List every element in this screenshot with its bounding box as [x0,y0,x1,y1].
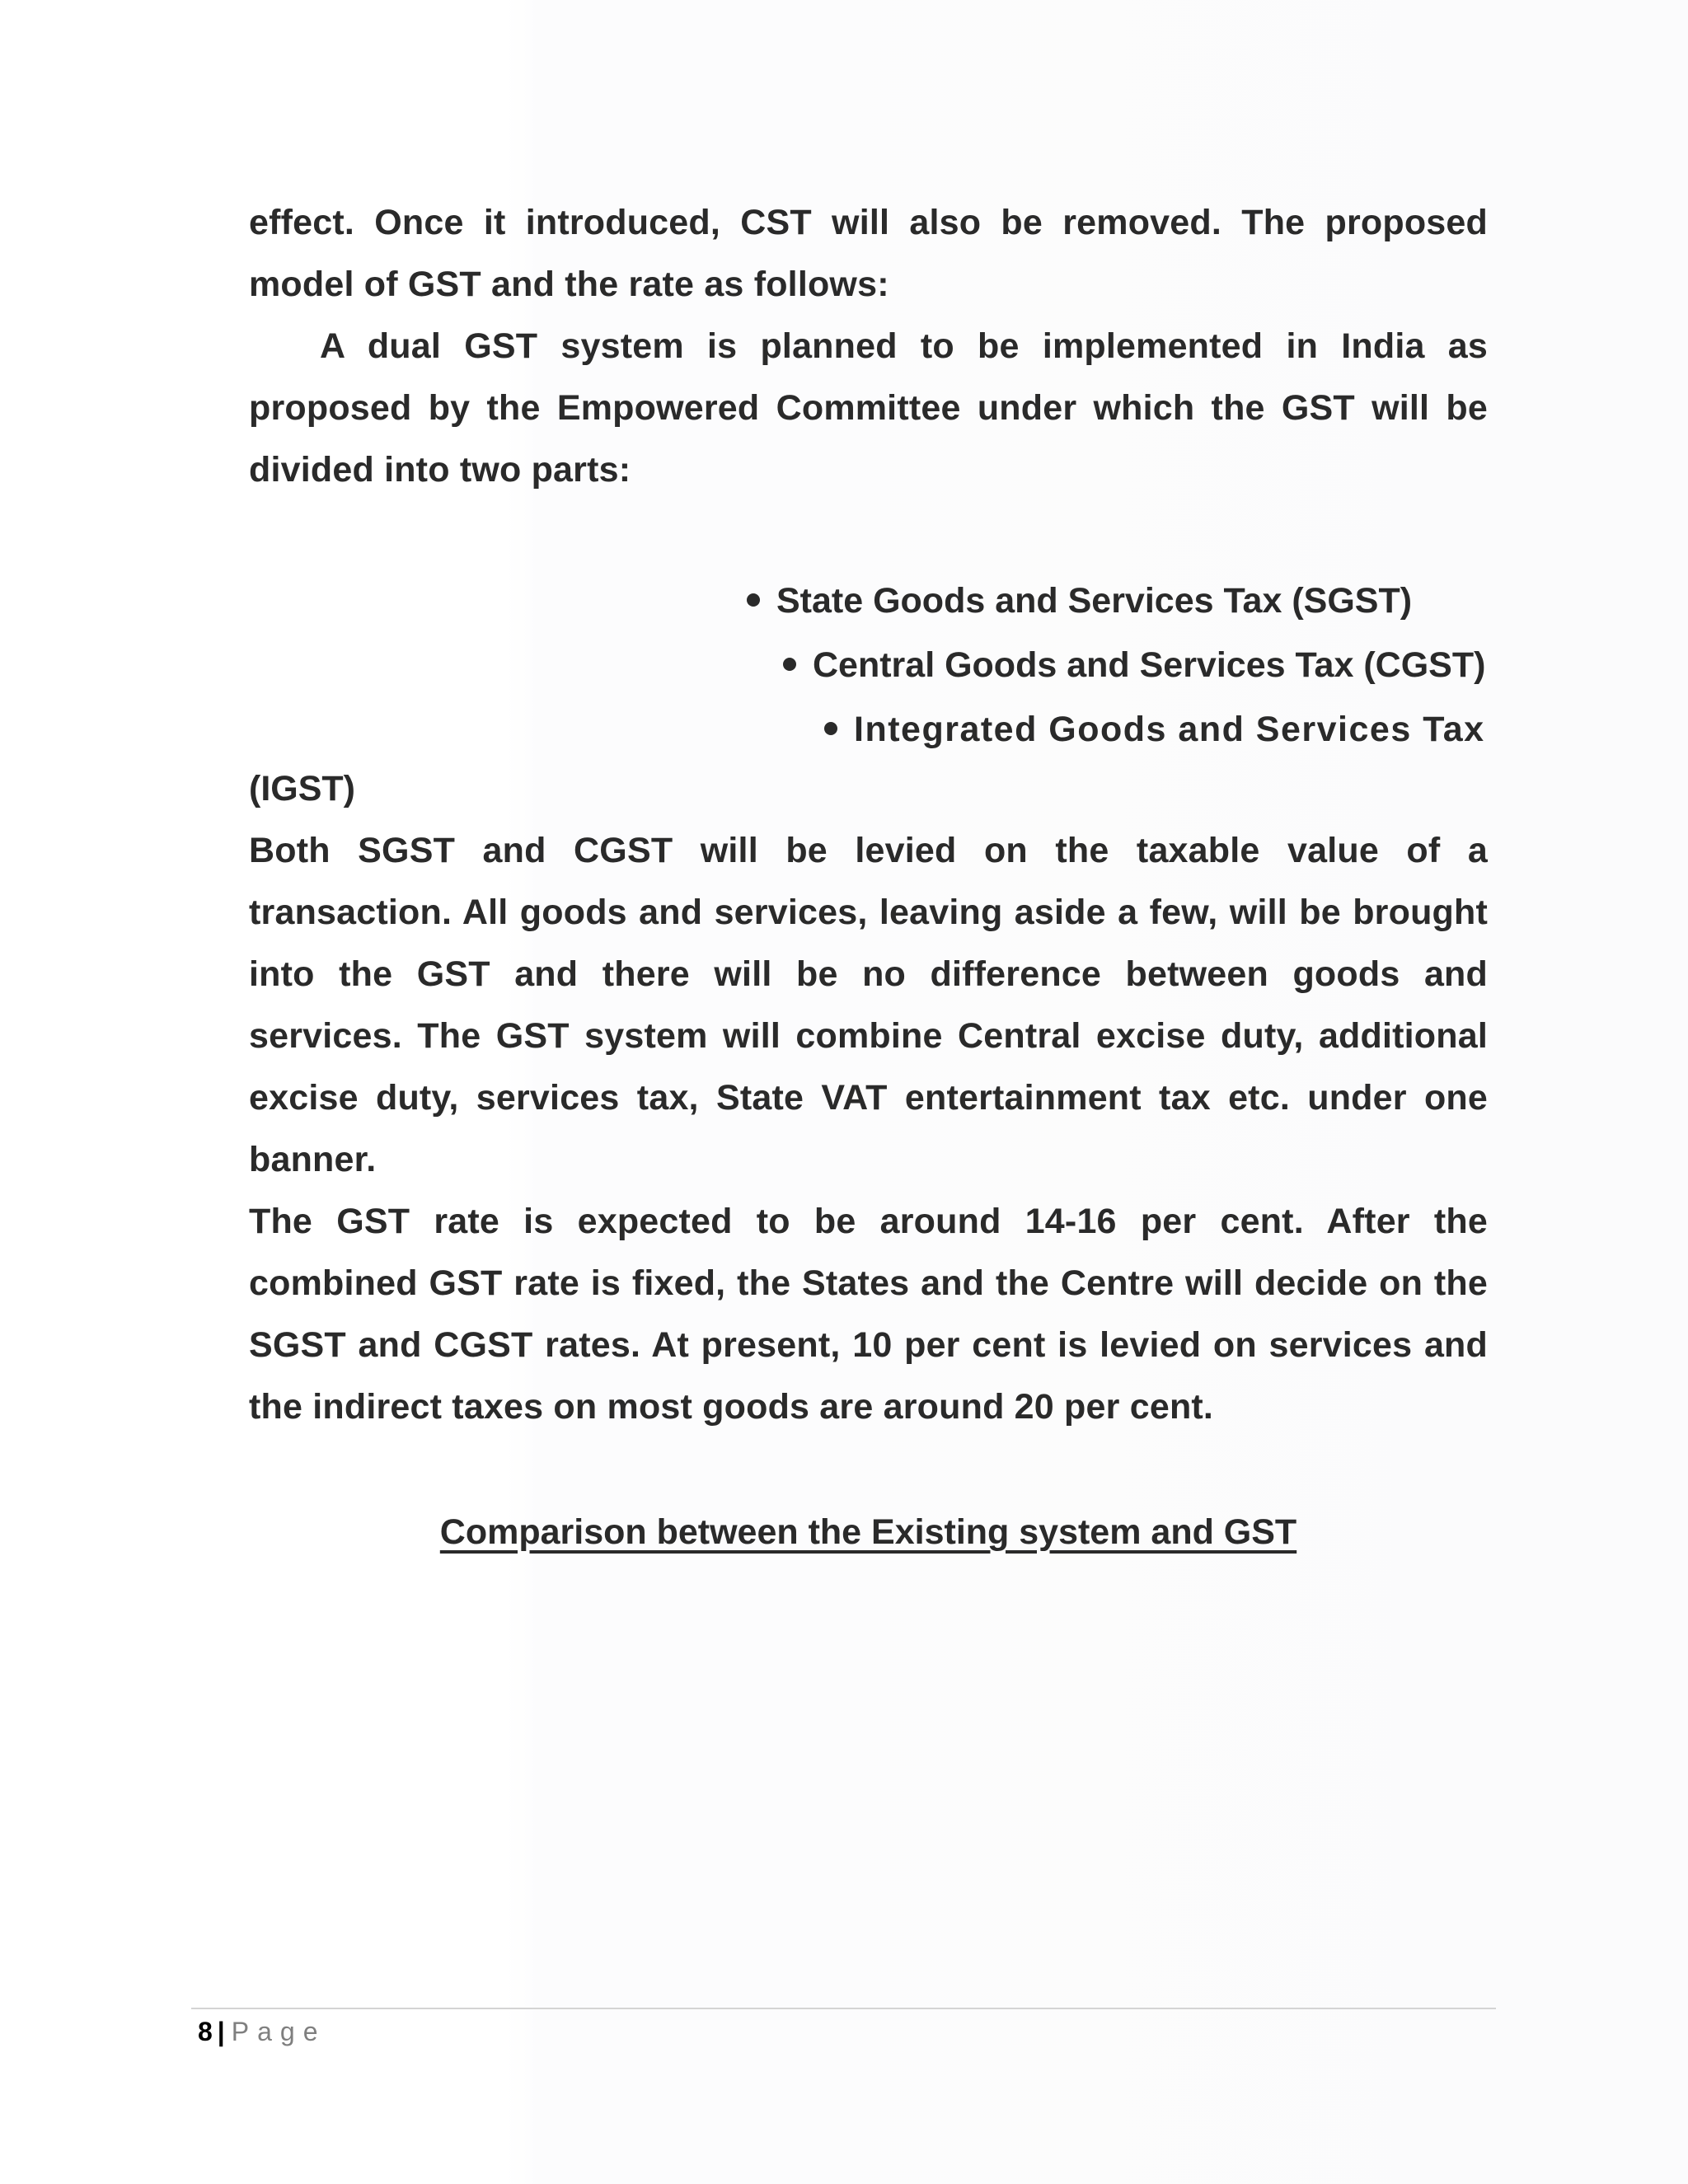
section-heading: Comparison between the Existing system and GST [439,1512,1297,1552]
footer-separator: | [217,2017,225,2046]
bullet-icon [783,658,796,671]
intro-section [249,192,1488,501]
paragraph-gst-rate: The GST rate is expected to be around 14-16 per cent. After the combined GST rate is fixed, the States and the Centre will decide on the SGST and CGST rates. At present, 10 per cent is levied on services and the indirect taxes on most goods are around 20 per cent. [249,1202,1488,1427]
bullet-item-igst-continuation [249,758,355,820]
bullet-item-cgst [783,635,1485,696]
bullet-text: Central Goods and Services Tax (CGST) [813,645,1486,685]
bullet-text: Integrated Goods and Services Tax [854,710,1485,749]
paragraph-line: model of GST and the rate as follows: [249,265,889,304]
bullet-icon [747,593,760,607]
page-footer [198,2011,326,2052]
bullet-icon [824,722,837,735]
bullet-item-sgst [747,570,1412,632]
page-label: Page [231,2017,326,2046]
footer-divider [191,2008,1496,2009]
page-number: 8 [198,2017,213,2046]
bullet-text: State Goods and Services Tax (SGST) [776,581,1413,621]
paragraph-line: effect. Once it introduced, CST will also be removed. The proposed [249,203,1488,242]
bullet-item-igst [824,699,1485,761]
body-section [249,820,1488,1438]
bullet-text: (IGST) [249,769,355,808]
paragraph-dual-gst: A dual GST system is planned to be implemented in India as proposed by the Empowered Committee under which the GST will be divided into two parts: [249,326,1488,490]
paragraph-sgst-cgst: Both SGST and CGST will be levied on the taxable value of a transaction. All goods and services, leaving aside a few, will be brought into the GST and there will be no difference between goods and services. The GST system will combine Central excise duty, additional excise duty, services tax, State VAT entertainment tax etc. under one banner. [249,831,1488,1179]
